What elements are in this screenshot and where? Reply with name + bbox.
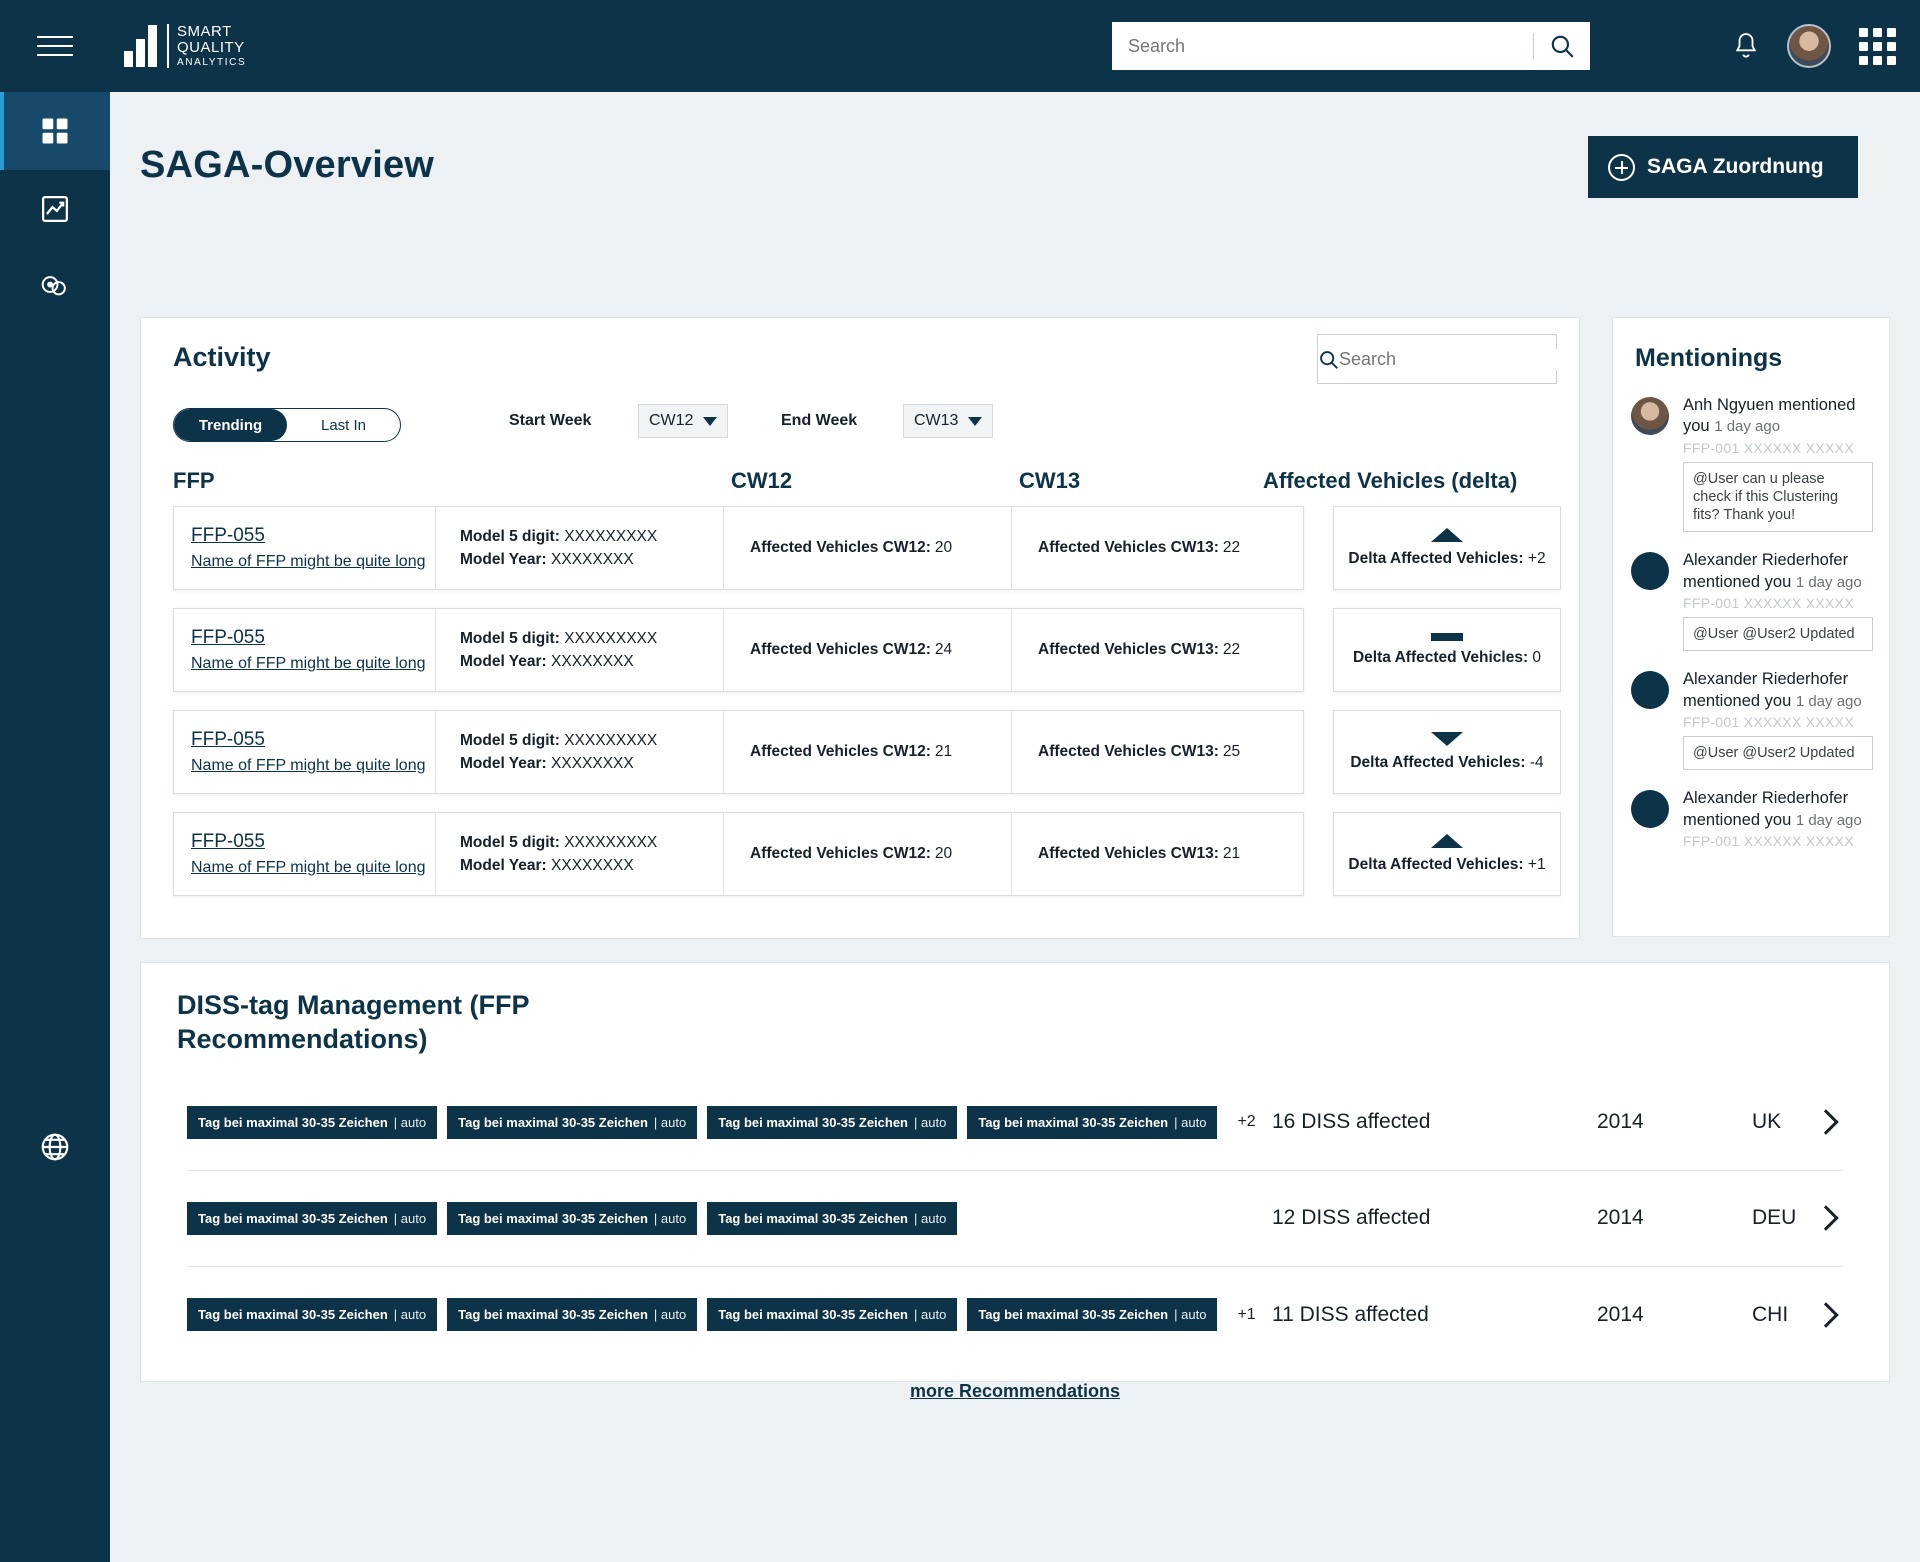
diss-row[interactable] (187, 1171, 1843, 1267)
start-week-select[interactable] (638, 404, 728, 438)
diss-tag[interactable]: Tag bei maximal 30-35 Zeichen | auto (187, 1298, 437, 1331)
delta-affected-vehicles (1333, 608, 1561, 692)
diss-country: CHI (1752, 1302, 1789, 1326)
delta-label: Delta Affected Vehicles: +2 (1348, 550, 1546, 567)
avatar[interactable] (1787, 24, 1831, 68)
more-recommendations-link[interactable]: more Recommendations (909, 1380, 1121, 1401)
mention-time: 1 day ago (1795, 573, 1862, 591)
search-icon[interactable] (1534, 33, 1590, 59)
top-right-actions (1733, 0, 1896, 92)
mention-item[interactable] (1613, 788, 1889, 863)
mention-time: 1 day ago (1795, 692, 1862, 710)
chevron-right-icon[interactable] (1813, 1205, 1838, 1230)
diss-tag-more-count: +2 (1237, 1113, 1256, 1130)
row-main[interactable] (173, 812, 1304, 896)
delta-label: Delta Affected Vehicles: 0 (1352, 649, 1542, 666)
logo-line-3: ANALYTICS (177, 57, 247, 69)
diss-tag[interactable]: Tag bei maximal 30-35 Zeichen | auto (967, 1298, 1217, 1331)
diss-country: UK (1752, 1110, 1782, 1133)
mention-meta: FFP-001 XXXXXX XXXXX (1683, 439, 1854, 456)
table-row[interactable] (173, 812, 1551, 896)
mention-item[interactable] (1613, 550, 1889, 665)
mentionings-list (1613, 395, 1889, 863)
chevron-right-icon[interactable] (1813, 1302, 1838, 1327)
activity-rows (141, 506, 1579, 896)
cell-cw12: Affected Vehicles CW12: 24 (724, 609, 1012, 691)
logo-bars-icon (124, 25, 157, 67)
logo-line-2: QUALITY (177, 39, 245, 57)
table-row[interactable] (173, 506, 1551, 590)
mention-text: Alexander Riederhofer mentioned you 1 day ago (1683, 789, 1862, 829)
diss-affected-count: 12 DISS affected (1272, 1206, 1431, 1229)
trending-lastin-toggle[interactable] (173, 408, 401, 442)
globe-icon[interactable] (0, 1112, 110, 1182)
model-5-digit: Model 5 digit: XXXXXXXXX (460, 629, 658, 647)
top-bar (0, 0, 1920, 92)
mentionings-title: Mentionings (1635, 344, 1783, 372)
delta-affected-vehicles (1333, 812, 1561, 896)
diss-tag[interactable]: Tag bei maximal 30-35 Zeichen | auto (967, 1106, 1217, 1139)
mention-item[interactable] (1613, 669, 1889, 784)
toggle-option-lastin[interactable]: Last In (320, 416, 367, 434)
model-year: Model Year: XXXXXXXX (460, 856, 634, 874)
model-5-digit: Model 5 digit: XXXXXXXXX (460, 833, 658, 851)
delta-value: -4 (1529, 754, 1544, 771)
page-content (110, 92, 1920, 1562)
diss-affected-count: 16 DISS affected (1272, 1110, 1431, 1133)
page-title: SAGA-Overview (140, 144, 435, 186)
avatar (1631, 790, 1669, 828)
plus-circle-icon (1608, 154, 1635, 181)
delta-affected-vehicles (1333, 710, 1561, 794)
mention-item[interactable] (1613, 395, 1889, 546)
mention-time: 1 day ago (1714, 418, 1781, 436)
delta-label: Delta Affected Vehicles: +1 (1348, 856, 1546, 873)
cell-ffp[interactable] (174, 711, 436, 793)
logo-line-1: SMART (177, 22, 232, 40)
diss-rows (141, 1057, 1889, 1363)
activity-header (141, 318, 1579, 400)
cell-cw12: Affected Vehicles CW12: 20 (724, 813, 1012, 895)
global-search[interactable] (1112, 22, 1590, 70)
diss-tag[interactable]: Tag bei maximal 30-35 Zeichen | auto (707, 1298, 957, 1331)
sidebar-item-analytics[interactable] (0, 170, 110, 248)
more-recommendations[interactable] (141, 1363, 1889, 1402)
ffp-link[interactable]: FFP-055 (191, 525, 265, 546)
arrow-flat-icon (1431, 633, 1463, 641)
activity-search[interactable] (1317, 334, 1557, 384)
mention-message: @User @User2 Updated (1683, 736, 1873, 770)
model-year: Model Year: XXXXXXXX (460, 550, 634, 568)
mention-meta: FFP-001 XXXXXX XXXXX (1683, 595, 1854, 612)
diss-tag-management-card (140, 962, 1890, 1401)
table-row[interactable] (173, 710, 1551, 794)
search-icon[interactable] (1318, 349, 1339, 370)
cell-ffp[interactable] (174, 507, 436, 589)
mention-time: 1 day ago (1795, 811, 1862, 829)
diss-tag[interactable]: Tag bei maximal 30-35 Zeichen | auto (447, 1298, 697, 1331)
chevron-down-icon (968, 417, 982, 426)
delta-label: Delta Affected Vehicles: -4 (1350, 754, 1544, 771)
sidebar-item-clustering[interactable] (0, 248, 110, 326)
activity-search-input[interactable] (1339, 349, 1571, 370)
column-header-affected-vehicles: Affected Vehicles (delta) (1263, 468, 1518, 493)
delta-value: +1 (1527, 856, 1546, 873)
saga-zuordnung-label: SAGA Zuordnung (1647, 155, 1824, 178)
mention-text: Anh Ngyuen mentioned you 1 day ago (1683, 396, 1856, 436)
ffp-link[interactable]: FFP-055 (191, 831, 265, 852)
diss-tag[interactable]: Tag bei maximal 30-35 Zeichen | auto (187, 1202, 437, 1235)
table-row[interactable] (173, 608, 1551, 692)
toggle-option-trending[interactable]: Trending (174, 409, 287, 441)
diss-year: 2014 (1597, 1110, 1644, 1133)
chevron-down-icon (703, 417, 717, 426)
ffp-name[interactable]: Name of FFP might be quite long (191, 859, 426, 876)
ffp-link[interactable]: FFP-055 (191, 729, 265, 750)
row-main[interactable] (173, 506, 1304, 590)
cell-cw12: Affected Vehicles CW12: 20 (724, 507, 1012, 589)
diss-tag[interactable]: Tag bei maximal 30-35 Zeichen | auto (447, 1202, 697, 1235)
diss-tag[interactable]: Tag bei maximal 30-35 Zeichen | auto (447, 1106, 697, 1139)
arrow-up-icon (1431, 528, 1463, 542)
mention-text: Alexander Riederhofer mentioned you 1 day ago (1683, 670, 1862, 710)
app-grid-icon[interactable] (1859, 28, 1896, 65)
activity-filters (141, 400, 1579, 462)
activity-card (140, 317, 1580, 939)
cell-model (436, 711, 724, 793)
activity-title: Activity (173, 342, 271, 372)
cell-cw13: Affected Vehicles CW13: 22 (1038, 641, 1241, 658)
ffp-link[interactable]: FFP-055 (191, 627, 265, 648)
diss-affected-count: 11 DISS affected (1272, 1302, 1429, 1326)
chevron-right-icon[interactable] (1813, 1109, 1838, 1134)
row-main[interactable] (173, 608, 1304, 692)
mention-meta: FFP-001 XXXXXX XXXXX (1683, 833, 1854, 850)
sidebar-item-dashboard[interactable] (0, 92, 110, 170)
delta-value: 0 (1532, 649, 1542, 666)
cell-cw13: Affected Vehicles CW13: 22 (1038, 539, 1241, 556)
model-5-digit: Model 5 digit: XXXXXXXXX (460, 527, 658, 545)
cell-cw13: Affected Vehicles CW13: 21 (1038, 845, 1241, 862)
hamburger-icon[interactable] (0, 0, 110, 92)
mention-message: @User @User2 Updated (1683, 617, 1873, 651)
cell-model (436, 609, 724, 691)
cell-ffp[interactable] (174, 609, 436, 691)
cell-cw12: Affected Vehicles CW12: 21 (724, 711, 1012, 793)
ffp-name[interactable]: Name of FFP might be quite long (191, 553, 426, 570)
cell-cw13: Affected Vehicles CW13: 25 (1038, 743, 1241, 760)
diss-year: 2014 (1597, 1206, 1644, 1229)
avatar (1631, 552, 1669, 590)
diss-title: DISS-tag Management (FFP Recommendations) (177, 990, 530, 1054)
diss-tag-more-count: +1 (1237, 1305, 1256, 1323)
cell-model (436, 813, 724, 895)
column-header-ffp: FFP (173, 468, 215, 493)
bell-icon[interactable] (1733, 31, 1759, 61)
mention-text: Alexander Riederhofer mentioned you 1 day ago (1683, 551, 1862, 591)
column-header-cw13: CW13 (1019, 468, 1081, 493)
left-rail (0, 92, 110, 1562)
ffp-name[interactable]: Name of FFP might be quite long (191, 655, 426, 672)
arrow-down-icon (1431, 732, 1463, 746)
avatar (1631, 397, 1669, 435)
model-year: Model Year: XXXXXXXX (460, 652, 634, 670)
start-week-value: CW12 (649, 412, 694, 429)
model-year: Model Year: XXXXXXXX (460, 754, 634, 772)
diss-tag[interactable]: Tag bei maximal 30-35 Zeichen | auto (707, 1106, 957, 1139)
diss-year: 2014 (1597, 1302, 1644, 1326)
diss-country: DEU (1752, 1206, 1797, 1229)
end-week-value: CW13 (914, 412, 959, 429)
activity-column-headers (141, 462, 1579, 506)
delta-value: +2 (1527, 550, 1546, 567)
end-week-label: End Week (781, 412, 858, 429)
app-logo (124, 24, 246, 69)
row-main[interactable] (173, 710, 1304, 794)
end-week-select[interactable] (903, 404, 993, 438)
diss-row[interactable] (187, 1075, 1843, 1171)
mentionings-panel (1612, 317, 1890, 937)
ffp-name[interactable]: Name of FFP might be quite long (191, 757, 426, 774)
diss-tag[interactable]: Tag bei maximal 30-35 Zeichen | auto (187, 1106, 437, 1139)
column-header-cw12: CW12 (731, 468, 793, 493)
avatar (1631, 671, 1669, 709)
mention-meta: FFP-001 XXXXXX XXXXX (1683, 714, 1854, 731)
search-input[interactable] (1112, 22, 1533, 70)
arrow-up-icon (1431, 834, 1463, 848)
saga-zuordnung-button[interactable] (1588, 136, 1858, 198)
cell-model (436, 507, 724, 589)
diss-row[interactable] (187, 1267, 1843, 1363)
mention-message: @User can u please check if this Clustering fits? Thank you! (1683, 462, 1873, 532)
delta-affected-vehicles (1333, 506, 1561, 590)
diss-tag[interactable]: Tag bei maximal 30-35 Zeichen | auto (707, 1202, 957, 1235)
model-5-digit: Model 5 digit: XXXXXXXXX (460, 731, 658, 749)
cell-ffp[interactable] (174, 813, 436, 895)
start-week-label: Start Week (509, 412, 592, 429)
